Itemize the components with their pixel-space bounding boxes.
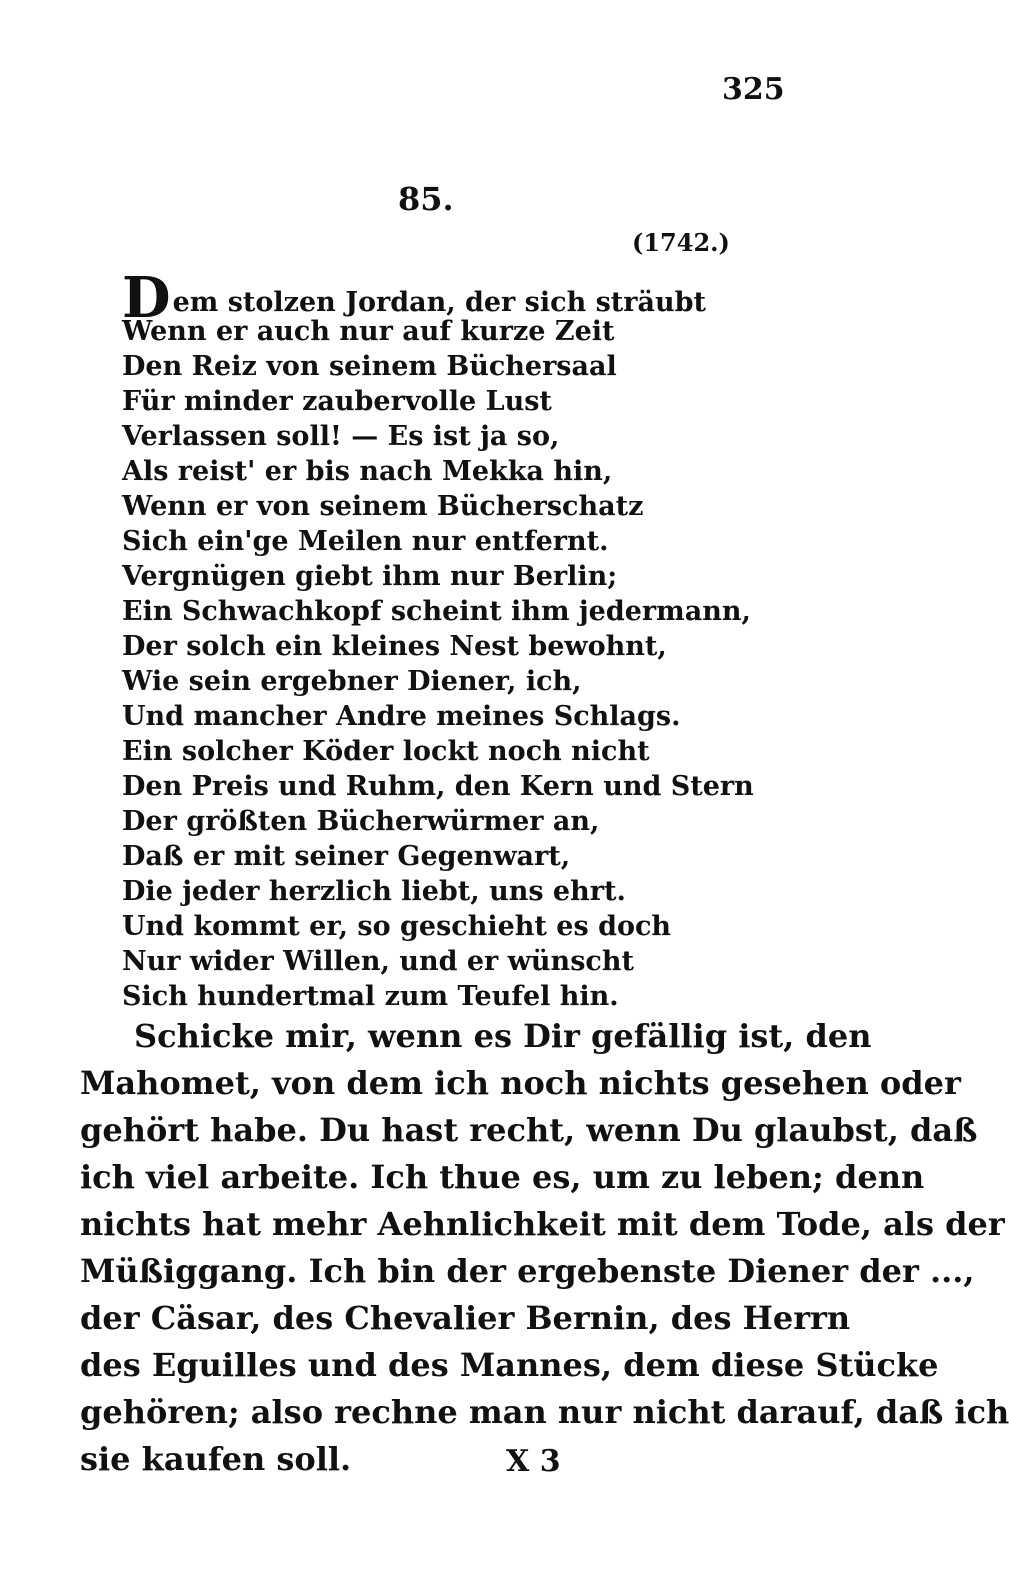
prose-line: Mahomet, von dem ich noch nichts gesehen oder	[80, 1064, 961, 1102]
poem-line: Daß er mit seiner Gegenwart,	[122, 841, 571, 872]
signature-mark: X 3	[506, 1444, 561, 1479]
poem-line: Vergnügen giebt ihm nur Berlin;	[122, 561, 618, 592]
letter-year: (1742.)	[632, 228, 730, 257]
poem-line: Sich hundertmal zum Teufel hin.	[122, 981, 619, 1012]
prose-line: ich viel arbeite. Ich thue es, um zu leben; denn	[80, 1158, 925, 1196]
prose-line: Schicke mir, wenn es Dir gefällig ist, den	[134, 1017, 872, 1055]
poem-line: Wenn er auch nur auf kurze Zeit	[122, 316, 615, 347]
poem-line: Der solch ein kleines Nest bewohnt,	[122, 631, 667, 662]
letter-number: 85.	[398, 180, 454, 218]
drop-cap: D	[122, 265, 171, 331]
prose-line: nichts hat mehr Aehnlichkeit mit dem Tode, als der	[80, 1205, 1005, 1243]
poem-line: Verlassen soll! — Es ist ja so,	[122, 421, 560, 452]
prose-line: sie kaufen soll.	[80, 1440, 352, 1478]
poem-line: Und mancher Andre meines Schlags.	[122, 701, 681, 732]
prose-line: der Cäsar, des Chevalier Bernin, des Herrn	[80, 1299, 851, 1337]
poem-line: Die jeder herzlich liebt, uns ehrt.	[122, 876, 626, 907]
poem-line: Wie sein ergebner Diener, ich,	[122, 666, 582, 697]
prose-line: gehören; also rechne man nur nicht darauf, daß ich	[80, 1393, 1009, 1431]
poem-line: Ein Schwachkopf scheint ihm jedermann,	[122, 596, 751, 627]
poem-line: Den Reiz von seinem Büchersaal	[122, 351, 617, 382]
page-number: 325	[722, 72, 785, 107]
poem-line: Sich ein'ge Meilen nur entfernt.	[122, 526, 609, 557]
prose-line: Müßiggang. Ich bin der ergebenste Diener der ...,	[80, 1252, 975, 1290]
poem-first-line-text: em stolzen Jordan, der sich sträubt	[172, 287, 706, 318]
poem-line: Als reist' er bis nach Mekka hin,	[122, 456, 613, 487]
poem-line: Der größten Bücherwürmer an,	[122, 806, 600, 837]
poem-line: Ein solcher Köder lockt noch nicht	[122, 736, 650, 767]
poem-line: Den Preis und Ruhm, den Kern und Stern	[122, 771, 754, 802]
poem-line: Wenn er von seinem Bücherschatz	[122, 491, 644, 522]
prose-line: gehört habe. Du hast recht, wenn Du glaubst, daß	[80, 1111, 978, 1149]
poem-line: Für minder zaubervolle Lust	[122, 386, 552, 417]
poem-line: Und kommt er, so geschieht es doch	[122, 911, 672, 942]
prose-line: des Eguilles und des Mannes, dem diese Stücke	[80, 1346, 939, 1384]
poem-line: Nur wider Willen, und er wünscht	[122, 946, 634, 977]
